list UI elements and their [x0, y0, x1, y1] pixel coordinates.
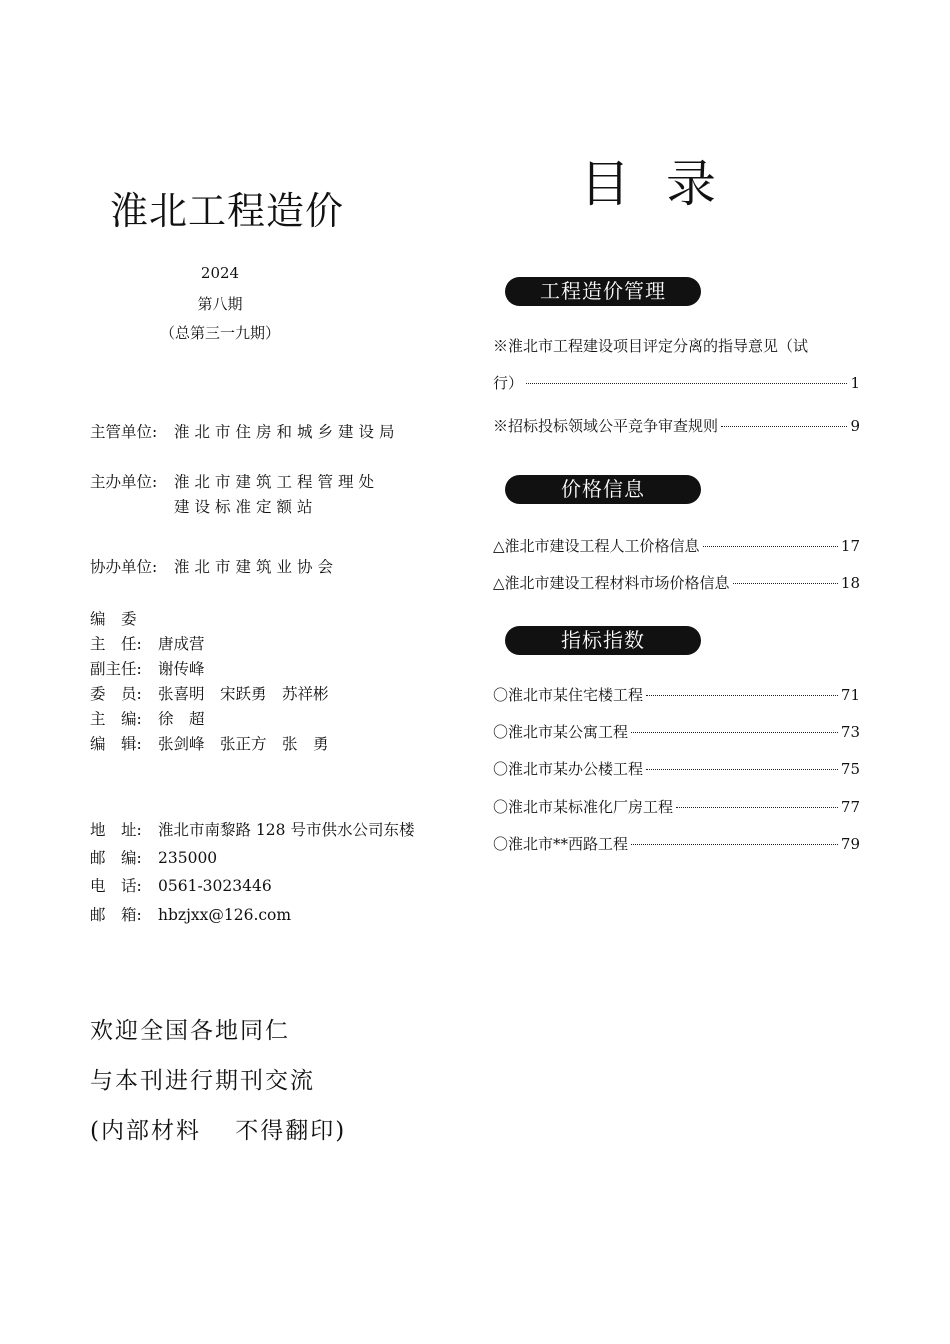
supervisor-value: 淮北市住房和城乡建设局 — [174, 423, 400, 441]
toc-entry-text: 〇淮北市某标准化厂房工程 — [493, 798, 674, 816]
toc-leader-dots — [676, 807, 838, 808]
editorial-heading: 编 委 — [90, 610, 137, 628]
toc-entry[interactable] — [493, 415, 860, 437]
toc-page-number: 71 — [840, 686, 860, 704]
toc-entry[interactable] — [493, 833, 860, 855]
toc-leader-dots — [646, 769, 838, 770]
toc-leader-dots — [733, 583, 838, 584]
journal-title: 淮北工程造价 — [110, 189, 345, 233]
sponsor-row — [90, 470, 379, 492]
contact-label: 电 话: — [90, 877, 142, 895]
contact-email[interactable]: hbzjxx@126.com — [158, 906, 292, 924]
toc-leader-dots — [646, 695, 838, 696]
co-sponsor-value: 淮北市建筑业协会 — [174, 558, 339, 576]
editorial-label: 主 编: — [90, 710, 142, 728]
editorial-row — [90, 732, 329, 756]
toc-entry-text[interactable]: ※淮北市工程建设项目评定分离的指导意见（试 — [493, 337, 809, 355]
journal-total-issue: （总第三一九期） — [159, 324, 280, 342]
contact-row — [90, 872, 272, 900]
toc-entry-text: △淮北市建设工程材料市场价格信息 — [493, 574, 730, 592]
editorial-row — [90, 707, 205, 731]
journal-issue: 第八期 — [197, 295, 243, 313]
editorial-label: 副主任: — [90, 660, 142, 678]
editorial-label: 委 员: — [90, 685, 142, 703]
toc-title: 目录 — [580, 155, 752, 213]
toc-section-header: 价格信息 — [505, 475, 701, 504]
toc-entry-text: 〇淮北市某办公楼工程 — [493, 760, 644, 778]
toc-section-header: 指标指数 — [505, 626, 701, 655]
editorial-value: 谢传峰 — [158, 660, 205, 678]
toc-entry-text: 〇淮北市某住宅楼工程 — [493, 686, 644, 704]
toc-entry-text: 〇淮北市**西路工程 — [493, 835, 629, 853]
toc-entry[interactable] — [493, 721, 860, 743]
welcome-line-2: 与本刊进行期刊交流 — [90, 1068, 315, 1094]
toc-page-number: 9 — [850, 417, 860, 435]
supervisor-row — [90, 420, 400, 442]
contact-value: 0561-3023446 — [158, 877, 272, 895]
toc-page-number: 75 — [840, 760, 860, 778]
toc-entry[interactable] — [493, 796, 860, 818]
contact-label: 邮 编: — [90, 849, 142, 867]
editorial-label: 编 辑: — [90, 735, 142, 753]
editorial-value: 张喜明 宋跃勇 苏祥彬 — [158, 685, 329, 703]
contact-value: 235000 — [158, 849, 218, 867]
contact-row — [90, 844, 217, 872]
internal-material-notice: (内部材料 不得翻印) — [90, 1118, 347, 1144]
editorial-row — [90, 632, 205, 656]
toc-entry[interactable] — [493, 572, 860, 594]
toc-leader-dots — [721, 426, 847, 427]
contact-label: 邮 箱: — [90, 906, 142, 924]
editorial-row — [90, 657, 205, 681]
toc-entry[interactable] — [493, 535, 860, 557]
welcome-line-1: 欢迎全国各地同仁 — [90, 1018, 290, 1044]
toc-page-number: 17 — [840, 537, 860, 555]
toc-page-number: 73 — [840, 723, 860, 741]
contact-value: 淮北市南黎路 128 号市供水公司东楼 — [158, 821, 415, 839]
journal-year: 2024 — [200, 264, 240, 282]
toc-entry-text: 行） — [493, 374, 524, 392]
toc-leader-dots — [526, 383, 847, 384]
toc-page-number: 79 — [840, 835, 860, 853]
toc-leader-dots — [631, 844, 838, 845]
editorial-value: 徐 超 — [158, 710, 205, 728]
toc-page-number: 77 — [840, 798, 860, 816]
editorial-label: 主 任: — [90, 635, 142, 653]
toc-entry[interactable] — [493, 684, 860, 706]
toc-entry-text: 〇淮北市某公寓工程 — [493, 723, 629, 741]
supervisor-label: 主管单位: — [90, 423, 158, 441]
sponsor-label: 主办单位: — [90, 473, 158, 491]
editorial-value: 张剑峰 张正方 张 勇 — [158, 735, 329, 753]
contact-row — [90, 816, 414, 844]
toc-entry[interactable] — [493, 758, 860, 780]
contact-row — [90, 901, 291, 929]
sponsor-value-1: 淮北市建筑工程管理处 — [174, 473, 380, 491]
toc-leader-dots — [703, 546, 838, 547]
toc-page-number: 1 — [850, 374, 860, 392]
contact-label: 地 址: — [90, 821, 142, 839]
toc-section-header: 工程造价管理 — [505, 277, 701, 306]
editorial-value: 唐成营 — [158, 635, 205, 653]
toc-page-number: 18 — [840, 574, 860, 592]
co-sponsor-label: 协办单位: — [90, 558, 158, 576]
co-sponsor-row — [90, 555, 338, 577]
toc-leader-dots — [631, 732, 838, 733]
editorial-row — [90, 682, 329, 706]
sponsor-value-2: 建设标准定额站 — [174, 498, 318, 516]
toc-entry-text: ※招标投标领域公平竞争审查规则 — [493, 417, 719, 435]
toc-entry-text: △淮北市建设工程人工价格信息 — [493, 537, 700, 555]
toc-entry[interactable] — [493, 372, 860, 394]
sponsor-row-2 — [174, 495, 318, 517]
